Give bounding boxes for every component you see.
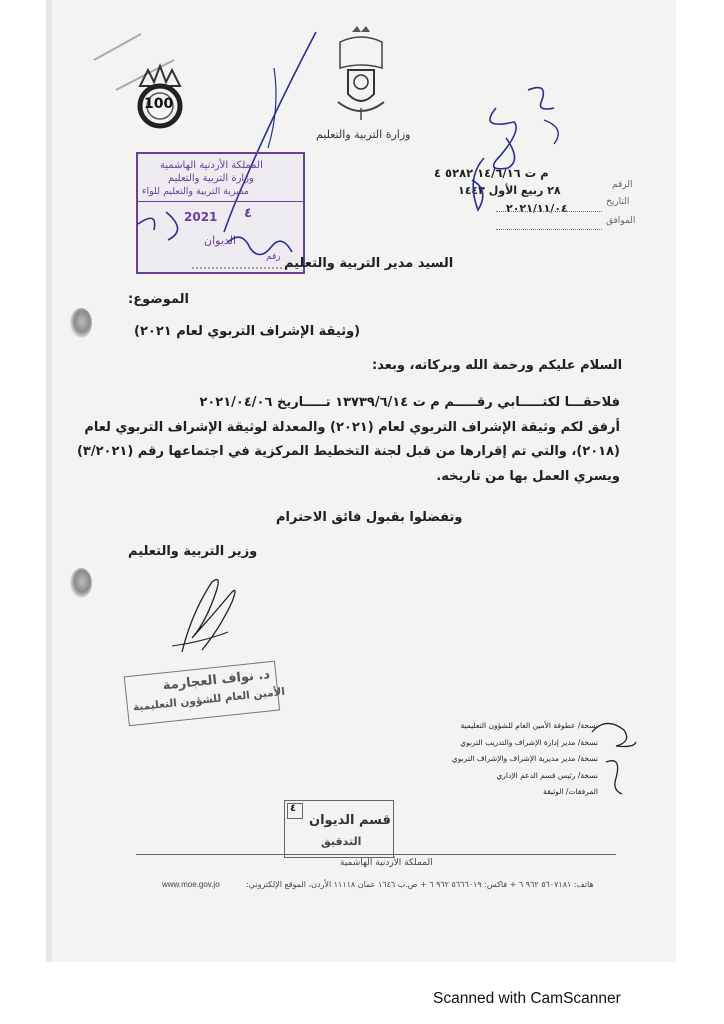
signatory-stamp — [124, 660, 289, 728]
gregorian-label: الموافق — [606, 216, 636, 226]
diwan-stamp — [284, 800, 394, 858]
handwritten-annotation — [426, 60, 576, 220]
gregorian-dotted-line — [496, 229, 602, 230]
subject-label: الموضوع: — [128, 292, 189, 307]
sheet-edge — [46, 0, 52, 962]
signatory-position: الأمين العام للشؤون التعليمية — [132, 685, 286, 714]
subject-text: (وثيقة الإشراف التربوي لعام ٢٠٢١) — [134, 324, 361, 339]
stamp-line2: وزارة التربية والتعليم — [168, 173, 254, 184]
body-line-3: (٢٠١٨)، والتي تم إقرارها من قبل لجنة التخطيط المركزية في اجتماعها رقم (٣/٢٠٢١) — [76, 444, 620, 459]
stamp-date-year: 2021 — [184, 210, 218, 224]
badge-number: 100 — [144, 96, 174, 112]
letter-body — [76, 391, 620, 489]
footer-contact: هاتف: ٥٦٠٧١٨١ ٩٦٢ ٦ + فاكس: ٥٦٦٦٠١٩ ٩٦٢ ٦ + ص.ب ١٦٤٦ عمان ١١١١٨ الأردن، الموقع الإلكتروني: — [246, 880, 594, 889]
diwan-title: قسم الديوان — [309, 813, 391, 828]
reference-number: م ت ١٤/٦/١٦ ٥٢٨٢ ٤ — [434, 166, 549, 180]
body-line-4: ويسري العمل بها من تاريخه. — [436, 468, 620, 484]
body-line-1: فلاحقـــا لكتـــــابي رقـــــم م ت ١٣٧٣٩/٦/١٤ تـــــاريخ ٢٠٢١/٠٤/٠٦ — [199, 395, 620, 410]
hijri-date: ٢٨ ربيع الأول ١٤٤٣ — [458, 184, 561, 197]
signatory-title: وزير التربية والتعليم — [128, 544, 258, 559]
diwan-number: ٤ — [290, 803, 297, 814]
copy-item: نسخة/ مدير إدارة الإشراف والتدريب التربوي — [460, 737, 598, 747]
footer-website: www.moe.gov.jo — [162, 880, 220, 889]
camscanner-watermark: Scanned with CamScanner — [433, 990, 621, 1007]
signatory-name: د. نواف العجارمة — [162, 667, 271, 694]
coat-of-arms-icon — [328, 24, 394, 124]
copies-list — [398, 718, 598, 801]
stamp-line3: مديرية التربية والتعليم للواء — [142, 186, 249, 197]
stamp-dept: الديوان — [204, 234, 237, 247]
body-line-2: أرفق لكم وثيقة الإشراف التربوي لعام (٢٠٢١) والمعدلة لوثيقة الإشراف التربوي لعام — [84, 419, 620, 435]
footer-rule — [136, 854, 616, 855]
copy-item: نسخة/ مدير مديرية الإشراف والإشراف التربوي — [451, 754, 598, 763]
punch-hole-bottom — [70, 568, 92, 598]
document-sheet — [46, 0, 676, 962]
reference-number-label: الرقم — [612, 180, 633, 190]
signature — [162, 572, 252, 662]
anniversary-badge — [130, 62, 190, 132]
copy-item: نسخة/ عطوفة الأمين العام للشؤون التعليمية — [460, 721, 598, 730]
diwan-subtitle: التدقيق — [321, 835, 362, 848]
date-label: التاريخ — [606, 197, 630, 207]
footer-country: المملكة الأردنية الهاشمية — [340, 858, 433, 868]
addressee: السيد مدير التربية والتعليم — [284, 256, 454, 271]
closing: وتفضلوا بقبول فائق الاحترام — [276, 510, 463, 525]
stamp-date-day: ٤ — [244, 206, 252, 221]
copy-item: نسخة/ رئيس قسم الدعم الإداري — [496, 770, 598, 780]
stamp-number-label: رقم — [266, 252, 281, 262]
handwritten-initials — [586, 702, 638, 798]
punch-hole-top — [70, 308, 92, 338]
ministry-name: وزارة التربية والتعليم — [316, 128, 411, 141]
gregorian-date: ٢٠٢١/١١/٠٤ — [506, 202, 568, 215]
copy-item: المرفقات/ الوثيقة — [543, 787, 598, 796]
stamp-line1: المملكة الأردنية الهاشمية — [160, 160, 263, 171]
greeting: السلام عليكم ورحمة الله وبركاته، وبعد: — [372, 358, 623, 373]
